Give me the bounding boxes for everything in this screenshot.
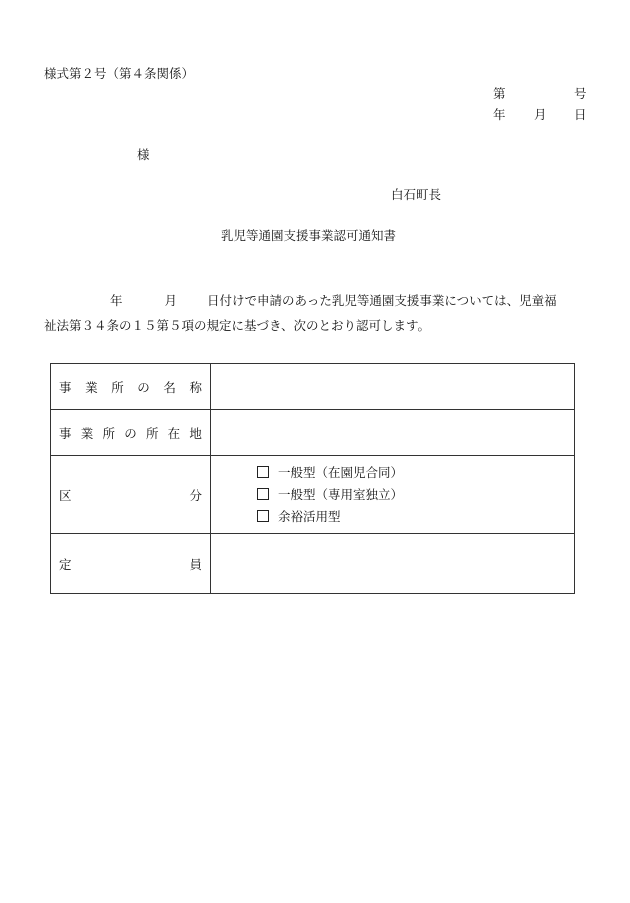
approval-table	[50, 363, 575, 594]
label-chars	[59, 486, 202, 504]
option-general-dedicated[interactable]	[257, 484, 574, 506]
label-char: 事	[59, 425, 72, 441]
label-category	[51, 456, 211, 534]
checkbox-icon[interactable]	[257, 466, 269, 478]
label-business-name	[51, 364, 211, 410]
label-char: 定	[59, 556, 72, 572]
label-char: 員	[189, 556, 202, 572]
table-row-business-name	[51, 364, 575, 410]
checkbox-icon[interactable]	[257, 488, 269, 500]
body-text-line-2: 祉法第３４条の１５第５項の規定に基づき、次のとおり認可します。	[44, 318, 431, 333]
body-text-line-1: 日付けで申請のあった乳児等通園支援事業については、児童福	[207, 293, 557, 308]
label-char: 所	[145, 425, 159, 441]
reference-prefix: 第	[493, 86, 506, 101]
label-char: 所	[111, 379, 124, 395]
value-business-name	[211, 364, 575, 410]
date-year: 年	[493, 107, 506, 122]
category-options	[211, 462, 574, 528]
label-char: 称	[189, 379, 202, 395]
addressee-suffix: 様	[137, 147, 150, 162]
label-char: 地	[189, 425, 202, 441]
label-char: の	[137, 379, 150, 395]
label-char: 事	[59, 379, 72, 395]
value-category	[211, 456, 575, 534]
label-char: 分	[189, 487, 202, 503]
label-char: 名	[163, 379, 176, 395]
body-line-1	[44, 288, 592, 313]
label-char: 区	[59, 487, 72, 503]
body-paragraph	[44, 288, 592, 338]
sender-title: 白石町長	[391, 187, 442, 202]
label-char: の	[124, 425, 137, 441]
label-chars	[59, 555, 202, 573]
label-char: 業	[85, 379, 98, 395]
reference-suffix: 号	[574, 86, 587, 101]
body-year: 年	[110, 293, 123, 308]
label-capacity	[51, 534, 211, 594]
document-title: 乳児等通園支援事業認可通知書	[221, 228, 397, 243]
value-business-address	[211, 410, 575, 456]
option-label: 一般型（専用室独立）	[278, 486, 404, 502]
date-day: 日	[574, 107, 587, 122]
label-chars	[59, 378, 202, 396]
label-char: 業	[80, 425, 94, 441]
option-general-combined[interactable]	[257, 462, 574, 484]
value-capacity	[211, 534, 575, 594]
label-char: 所	[102, 425, 115, 441]
label-business-address	[51, 410, 211, 456]
label-char: 在	[167, 425, 181, 441]
date-month: 月	[534, 107, 547, 122]
option-spare-capacity[interactable]	[257, 506, 574, 528]
body-month: 月	[164, 293, 178, 308]
table-row-category	[51, 456, 575, 534]
option-label: 余裕活用型	[278, 508, 341, 524]
form-number: 様式第２号（第４条関係）	[44, 66, 195, 81]
option-label: 一般型（在園児合同）	[278, 464, 404, 480]
label-chars	[59, 424, 202, 442]
table-row-business-address	[51, 410, 575, 456]
checkbox-icon[interactable]	[257, 510, 269, 522]
table-row-capacity	[51, 534, 575, 594]
